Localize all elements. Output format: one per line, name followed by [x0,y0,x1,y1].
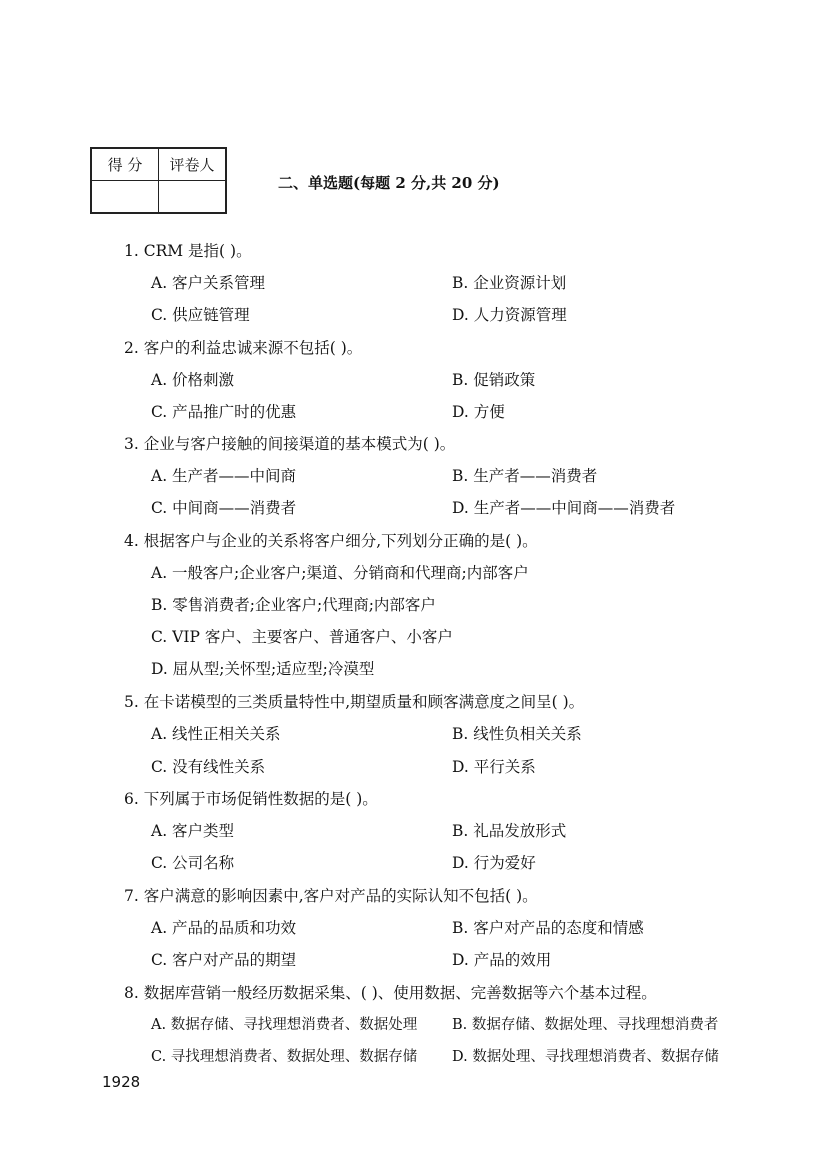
option: C. VIP 客户、主要客户、普通客户、小客户 [151,628,453,646]
option: B. 数据存储、数据处理、寻找理想消费者 [452,1017,719,1033]
option: D. 平行关系 [452,758,536,776]
option: B. 生产者——消费者 [452,467,598,485]
option: D. 生产者——中间商——消费者 [452,499,676,517]
option: D. 数据处理、寻找理想消费者、数据存储 [452,1049,719,1065]
score-cell [91,181,159,214]
option: B. 礼品发放形式 [452,822,567,840]
option: B. 线性负相关关系 [452,725,582,743]
option: C. 公司名称 [151,854,235,872]
option: A. 数据存储、寻找理想消费者、数据处理 [151,1017,418,1033]
grader-header: 评卷人 [159,148,227,181]
option: C. 供应链管理 [151,306,250,324]
question-stem: 7. 客户满意的影响因素中,客户对产品的实际认知不包括( )。 [124,887,538,905]
question-stem: 8. 数据库营销一般经历数据采集、( )、使用数据、完善数据等六个基本过程。 [124,984,657,1002]
question-stem: 5. 在卡诺模型的三类质量特性中,期望质量和顾客满意度之间呈( )。 [124,693,585,711]
question-stem: 3. 企业与客户接触的间接渠道的基本模式为( )。 [124,435,456,453]
question-stem: 2. 客户的利益忠诚来源不包括( )。 [124,339,363,357]
option: B. 促销政策 [452,371,536,389]
score-box [90,147,227,214]
page-number: 1928 [102,1073,141,1091]
question-stem: 4. 根据客户与企业的关系将客户细分,下列划分正确的是( )。 [124,532,538,550]
option: A. 一般客户;企业客户;渠道、分销商和代理商;内部客户 [151,564,529,582]
option: B. 企业资源计划 [452,274,567,292]
option: C. 产品推广时的优惠 [151,403,297,421]
option: D. 方便 [452,403,505,421]
option: D. 屈从型;关怀型;适应型;冷漠型 [151,660,375,678]
option: A. 客户类型 [151,822,235,840]
option: A. 产品的品质和功效 [151,919,297,937]
option: B. 零售消费者;企业客户;代理商;内部客户 [151,596,436,614]
option: C. 寻找理想消费者、数据处理、数据存储 [151,1049,418,1065]
grader-cell [159,181,227,214]
question-stem: 6. 下列属于市场促销性数据的是( )。 [124,790,378,808]
option: D. 产品的效用 [452,951,552,969]
option: C. 客户对产品的期望 [151,951,297,969]
option: D. 行为爱好 [452,854,536,872]
option: A. 价格刺激 [151,371,235,389]
option: C. 中间商——消费者 [151,499,297,517]
option: A. 生产者——中间商 [151,467,297,485]
option: C. 没有线性关系 [151,758,266,776]
section-title: 二、单选题(每题 2 分,共 20 分) [278,174,500,192]
option: B. 客户对产品的态度和情感 [452,919,644,937]
option: D. 人力资源管理 [452,306,567,324]
option: A. 客户关系管理 [151,274,266,292]
score-header: 得 分 [91,148,159,181]
question-stem: 1. CRM 是指( )。 [124,242,252,260]
option: A. 线性正相关关系 [151,725,281,743]
